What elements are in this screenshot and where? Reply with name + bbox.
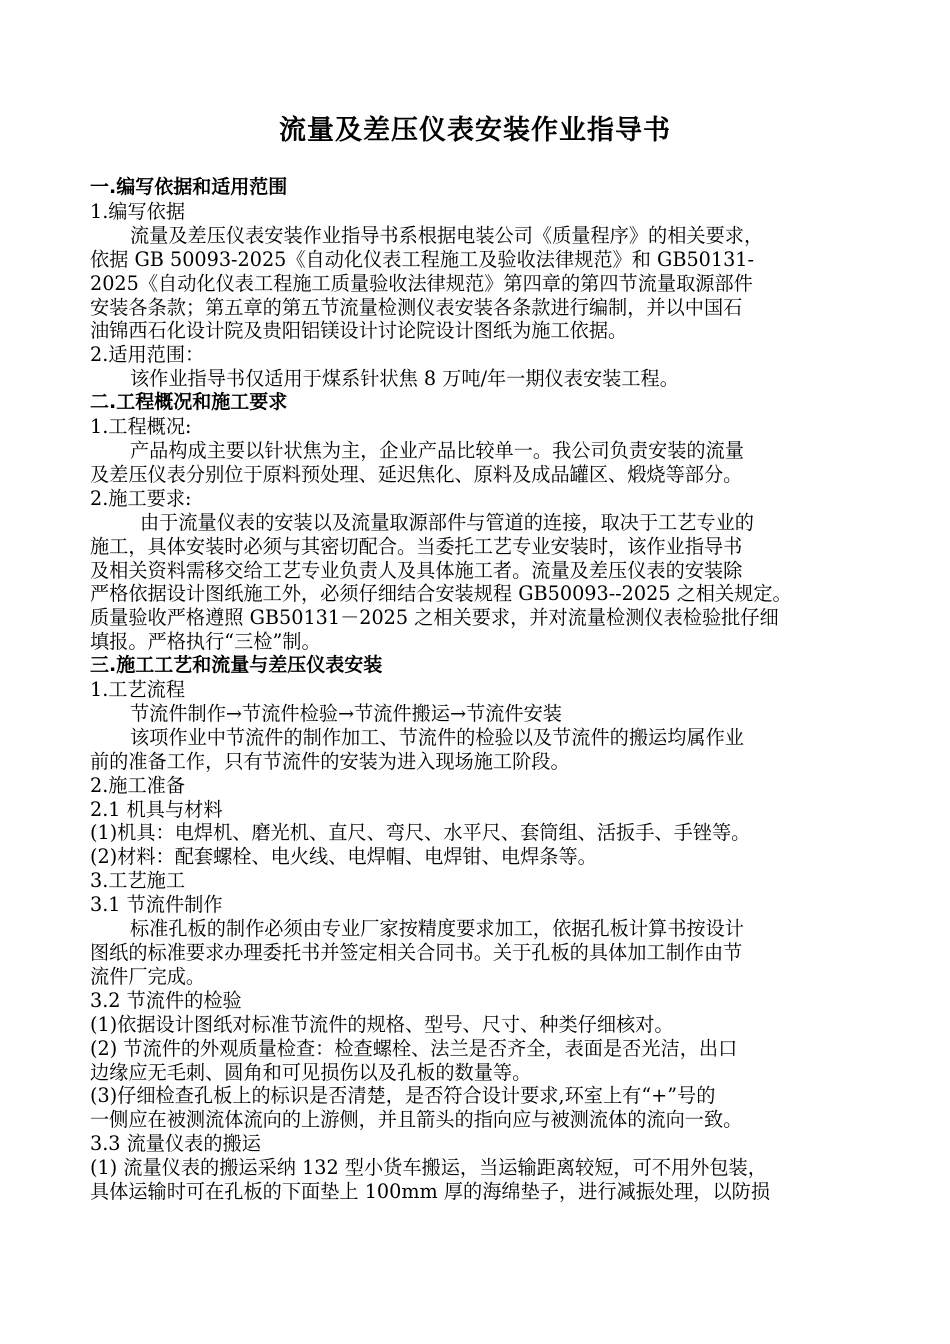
paragraph-line: 该项作业中节流件的制作加工、节流件的检验以及节流件的搬运均属作业: [130, 725, 744, 749]
text-line: 2.施工准备: [90, 773, 186, 797]
text-line: 3.工艺施工: [90, 869, 186, 893]
text-line: (1)依据设计图纸对标准节流件的规格、型号、尺寸、种类仔细核对。: [90, 1012, 674, 1036]
text-line: 2.施工要求:: [90, 486, 192, 510]
text-line: 及差压仪表分别位于原料预处理、延迟焦化、原料及成品罐区、煅烧等部分。: [90, 462, 743, 486]
text-line: (1) 流量仪表的搬运采纳 132 型小货车搬运，当运输距离较短，可不用外包装，: [90, 1156, 767, 1180]
text-line: 油锦西石化设计院及贵阳铝镁设计讨论院设计图纸为施工依据。: [90, 319, 628, 343]
text-line: (1)机具：电焊机、磨光机、直尺、弯尺、水平尺、套筒组、活扳手、手锉等。: [90, 821, 751, 845]
text-line: 边缘应无毛刺、圆角和可见损伤以及孔板的数量等。: [90, 1060, 532, 1084]
text-line: 2.1 机具与材料: [90, 797, 223, 821]
text-line: 1.工艺流程: [90, 678, 186, 702]
text-line: 施工，具体安装时必须与其密切配合。当委托工艺专业安装时，该作业指导书: [90, 534, 743, 558]
text-line: 1.工程概况:: [90, 415, 192, 439]
text-line: 依据 GB 50093-2025《自动化仪表工程施工及验收法律规范》和 GB50131-: [90, 247, 754, 271]
text-line: 3.1 节流件制作: [90, 893, 223, 917]
text-line: 前的准备工作，只有节流件的安装为进入现场施工阶段。: [90, 749, 570, 773]
text-line: (3)仔细检查孔板上的标识是否清楚，是否符合设计要求,环室上有“+”号的: [90, 1084, 716, 1108]
text-line: 图纸的标准要求办理委托书并签定相关合同书。关于孔板的具体加工制作由节: [90, 941, 743, 964]
document-body: [90, 176, 860, 1204]
paragraph-line: 该作业指导书仅适用于煤系针状焦 8 万吨/年一期仪表安装工程。: [130, 367, 679, 391]
text-line: (2)材料：配套螺栓、电火线、电焊帽、电焊钳、电焊条等。: [90, 845, 597, 869]
text-line: 3.3 流量仪表的搬运: [90, 1132, 261, 1156]
text-line: 流件厂完成。: [90, 964, 206, 988]
section-heading: 三.施工工艺和流量与差压仪表安装: [90, 654, 383, 677]
section-heading: 一.编写依据和适用范围: [90, 176, 288, 198]
paragraph-line: 节流件制作→节流件检验→节流件搬运→节流件安装: [130, 701, 562, 725]
section-heading: 二.工程概况和施工要求: [90, 391, 288, 414]
text-line: 3.2 节流件的检验: [90, 988, 242, 1012]
text-line: 2025《自动化仪表工程施工质量验收法律规范》第四章的第四节流量取源部件: [90, 271, 753, 295]
text-line: 严格依据设计图纸施工外，必须仔细结合安装规程 GB50093--2025 之相关规定。: [90, 582, 792, 606]
text-line: 具体运输时可在孔板的下面垫上 100mm 厚的海绵垫子，进行减振处理，以防损: [90, 1180, 771, 1204]
text-line: 及相关资料需移交给工艺专业负责人及具体施工者。流量及差压仪表的安装除: [90, 558, 743, 582]
text-line: (2) 节流件的外观质量检查：检查螺栓、法兰是否齐全，表面是否光洁，出口: [90, 1036, 738, 1060]
text-line: 填报。严格执行“三检”制。: [90, 630, 321, 654]
text-line: 质量验收严格遵照 GB50131－2025 之相关要求，并对流量检测仪表检验批仔细: [90, 606, 779, 630]
paragraph-line: 流量及差压仪表安装作业指导书系根据电装公司《质量程序》的相关要求，: [130, 223, 764, 247]
paragraph-line: 标准孔板的制作必须由专业厂家按精度要求加工，依据孔板计算书按设计: [130, 917, 744, 941]
paragraph-line: 产品构成主要以针状焦为主，企业产品比较单一。我公司负责安装的流量: [130, 438, 744, 462]
document-title: 流量及差压仪表安装作业指导书: [279, 115, 671, 146]
text-line: 安装各条款；第五章的第五节流量检测仪表安装各条款进行编制，并以中国石: [90, 295, 743, 319]
text-line: 一侧应在被测流体流向的上游侧，并且箭头的指向应与被测流体的流向一致。: [90, 1108, 743, 1132]
paragraph-line: 由于流量仪表的安装以及流量取源部件与管道的连接，取决于工艺专业的: [140, 510, 754, 534]
text-line: 2.适用范围：: [90, 343, 205, 367]
text-line: 1.编写依据: [90, 199, 186, 223]
